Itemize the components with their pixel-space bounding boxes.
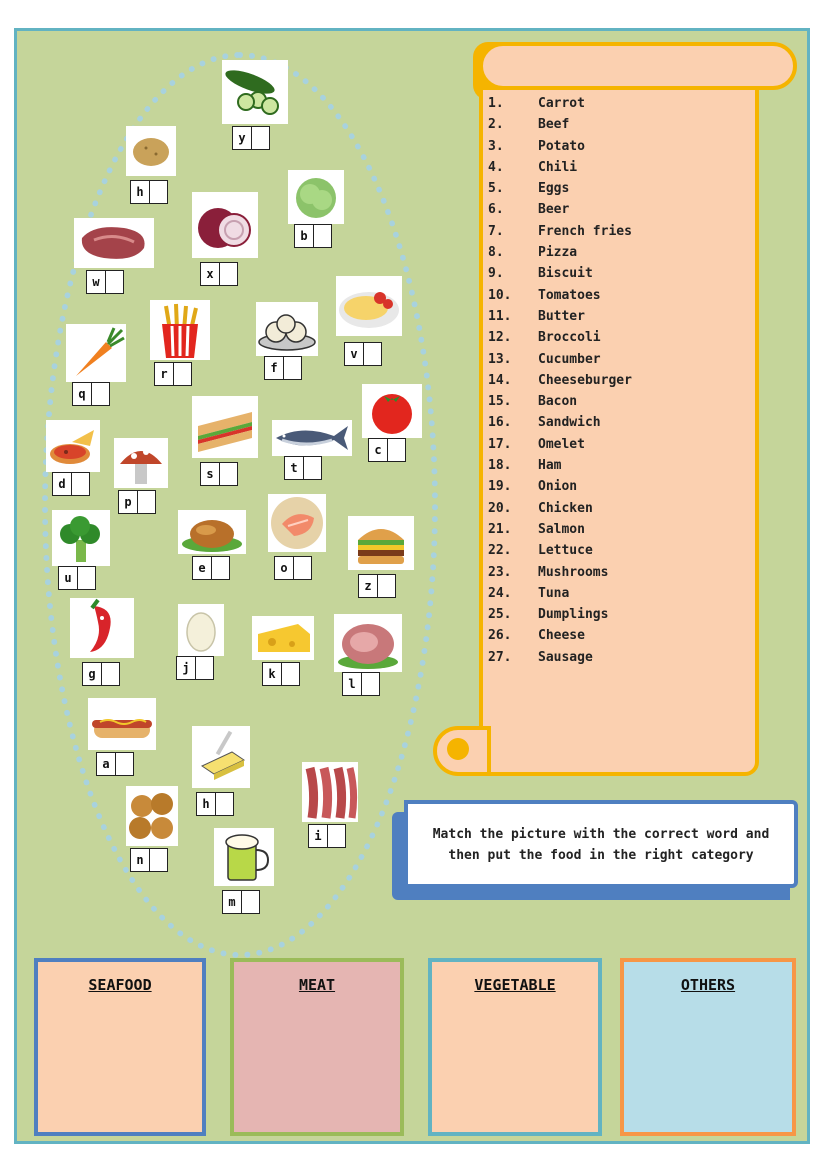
word-number: 27. [488, 649, 512, 665]
picture-letter: j [177, 657, 196, 679]
mushroom-icon [114, 438, 168, 488]
answer-box[interactable] [262, 662, 300, 686]
word-list-item [488, 181, 632, 202]
category-label: VEGETABLE [474, 976, 556, 994]
broccoli-icon [52, 510, 110, 566]
picture-letter: v [345, 343, 364, 365]
answer-box[interactable] [58, 566, 96, 590]
word-text: French fries [538, 223, 632, 239]
answer-box[interactable] [96, 752, 134, 776]
onion-icon [192, 192, 258, 258]
category-label: MEAT [298, 976, 336, 994]
word-list-item [488, 543, 632, 564]
answer-box[interactable] [358, 574, 396, 598]
word-number: 12. [488, 330, 512, 346]
word-list-item [488, 330, 632, 351]
word-text: Biscuit [538, 266, 593, 282]
word-text: Cheese [538, 628, 585, 644]
dumplings-icon [256, 302, 318, 356]
picture-letter: a [97, 753, 116, 775]
word-text: Carrot [538, 96, 585, 111]
answer-box[interactable] [344, 342, 382, 366]
picture-letter: x [201, 263, 220, 285]
category-box-vegetable[interactable] [428, 958, 602, 1136]
picture-letter: f [265, 357, 284, 379]
picture-letter: k [263, 663, 282, 685]
word-number: 15. [488, 394, 512, 410]
word-text: Potato [538, 138, 585, 154]
word-number: 9. [488, 266, 504, 282]
potato-icon [126, 126, 176, 176]
egg-icon [178, 604, 224, 656]
answer-box[interactable] [264, 356, 302, 380]
word-list-item [488, 373, 632, 394]
word-list-item [488, 394, 632, 415]
instruction-box [392, 800, 798, 902]
pizza-icon [46, 420, 100, 472]
word-list-item [488, 309, 632, 330]
sandwich-icon [192, 396, 258, 458]
word-list-item [488, 458, 632, 479]
tuna-icon [272, 420, 352, 456]
butter-icon [192, 726, 250, 788]
word-text: Dumplings [538, 607, 609, 623]
picture-letter: d [53, 473, 72, 495]
word-number: 8. [488, 245, 504, 261]
answer-box[interactable] [232, 126, 270, 150]
picture-letter: r [155, 363, 174, 385]
answer-box[interactable] [196, 792, 234, 816]
word-number: 20. [488, 500, 512, 516]
word-list-item [488, 266, 632, 287]
word-number: 3. [488, 138, 504, 154]
word-number: 22. [488, 543, 512, 559]
word-number: 26. [488, 628, 512, 644]
answer-box[interactable] [222, 890, 260, 914]
picture-oval [42, 52, 438, 958]
word-text: Sandwich [538, 415, 601, 431]
word-list-item [488, 202, 632, 223]
word-list-item [488, 628, 632, 649]
answer-box[interactable] [72, 382, 110, 406]
word-text: Bacon [538, 394, 578, 410]
word-text: Cucumber [538, 351, 601, 367]
instruction-line-2: then put the food in the right category [448, 848, 754, 863]
answer-box[interactable] [130, 848, 168, 872]
word-list-item [488, 650, 632, 671]
picture-letter: u [59, 567, 78, 589]
word-text: Tomatoes [538, 287, 601, 303]
answer-box[interactable] [52, 472, 90, 496]
word-text: Pizza [538, 245, 578, 261]
french-fries-icon [150, 300, 210, 360]
omelet-icon [336, 276, 402, 336]
beer-icon [214, 828, 274, 886]
cheese-icon [252, 616, 314, 660]
word-number: 18. [488, 458, 512, 474]
word-list-item [488, 224, 632, 245]
word-number: 23. [488, 564, 512, 580]
answer-box[interactable] [82, 662, 120, 686]
word-number: 7. [488, 223, 504, 239]
picture-letter: p [119, 491, 138, 513]
chicken-icon [178, 510, 246, 554]
word-list-item [488, 607, 632, 628]
word-text: Mushrooms [538, 564, 609, 580]
lettuce-icon [288, 170, 344, 224]
word-text: Chicken [538, 500, 593, 516]
picture-letter: h [131, 181, 150, 203]
word-list-item [488, 160, 632, 181]
word-number: 10. [488, 287, 512, 303]
answer-box[interactable] [200, 262, 238, 286]
category-box-others[interactable] [620, 958, 796, 1136]
word-number: 17. [488, 436, 512, 452]
tomato-icon [362, 384, 422, 438]
category-box-seafood[interactable] [34, 958, 206, 1136]
word-text: Onion [538, 479, 578, 495]
answer-box[interactable] [154, 362, 192, 386]
word-text: Omelet [538, 436, 585, 452]
biscuit-icon [126, 786, 178, 846]
answer-box[interactable] [86, 270, 124, 294]
word-number: 6. [488, 202, 504, 218]
picture-letter: l [343, 673, 362, 695]
word-number: 11. [488, 308, 512, 324]
word-number: 16. [488, 415, 512, 431]
word-list-item [488, 96, 632, 117]
word-text: Sausage [538, 649, 593, 665]
answer-box[interactable] [118, 490, 156, 514]
picture-letter: w [87, 271, 106, 293]
answer-box[interactable] [192, 556, 230, 580]
picture-letter: m [223, 891, 242, 913]
word-list-item [488, 479, 632, 500]
word-text: Eggs [538, 181, 570, 197]
word-list-item [488, 437, 632, 458]
word-list-item [488, 288, 632, 309]
word-list-item [488, 352, 632, 373]
word-number: 24. [488, 585, 512, 601]
word-text: Butter [538, 308, 585, 324]
carrot-icon [66, 324, 126, 382]
answer-box[interactable] [274, 556, 312, 580]
word-list-item [488, 117, 632, 138]
chili-icon [70, 598, 134, 658]
ham-icon [334, 614, 402, 672]
answer-box[interactable] [200, 462, 238, 486]
word-list-item [488, 245, 632, 266]
word-list-item [488, 586, 632, 607]
word-number: 14. [488, 372, 512, 388]
word-text: Salmon [538, 521, 585, 537]
word-list-item [488, 522, 632, 543]
word-list-item [488, 565, 632, 586]
instruction-line-1: Match the picture with the correct word and [432, 827, 770, 842]
picture-letter: q [73, 383, 92, 405]
picture-letter: n [131, 849, 150, 871]
word-number: 5. [488, 181, 504, 197]
picture-letter: g [83, 663, 102, 685]
word-text: Broccoli [538, 330, 601, 346]
salmon-icon [268, 494, 326, 552]
word-number: 13. [488, 351, 512, 367]
cucumber-icon [222, 60, 288, 124]
picture-letter: b [295, 225, 314, 247]
word-text: Cheeseburger [538, 372, 632, 388]
answer-box[interactable] [342, 672, 380, 696]
word-text: Beef [538, 117, 570, 133]
picture-letter: i [309, 825, 328, 847]
answer-box[interactable] [176, 656, 214, 680]
answer-box[interactable] [308, 824, 346, 848]
word-text: Beer [538, 202, 570, 218]
bacon-icon [302, 762, 358, 822]
cheeseburger-icon [348, 516, 414, 570]
picture-letter: y [233, 127, 252, 149]
category-label: OTHERS [680, 976, 736, 994]
word-list-item [488, 415, 632, 436]
picture-letter: z [359, 575, 378, 597]
word-number: 21. [488, 521, 512, 537]
answer-box[interactable] [130, 180, 168, 204]
word-text: Ham [538, 458, 562, 474]
word-number: 1. [488, 96, 504, 111]
answer-box[interactable] [368, 438, 406, 462]
word-number: 25. [488, 607, 512, 623]
word-text: Tuna [538, 585, 570, 601]
answer-box[interactable] [284, 456, 322, 480]
answer-box[interactable] [294, 224, 332, 248]
picture-letter: h [197, 793, 216, 815]
picture-letter: c [369, 439, 388, 461]
beef-icon [74, 218, 154, 268]
picture-letter: t [285, 457, 304, 479]
word-list-item [488, 501, 632, 522]
word-number: 19. [488, 479, 512, 495]
word-text: Lettuce [538, 543, 593, 559]
word-list [488, 96, 632, 671]
picture-letter: e [193, 557, 212, 579]
category-box-meat[interactable] [230, 958, 404, 1136]
word-number: 2. [488, 117, 504, 133]
word-text: Chili [538, 159, 578, 175]
category-label: SEAFOOD [88, 976, 152, 994]
word-number: 4. [488, 159, 504, 175]
picture-letter: o [275, 557, 294, 579]
scroll-header [479, 42, 797, 90]
word-list-item [488, 139, 632, 160]
sausage-icon [88, 698, 156, 750]
picture-letter: s [201, 463, 220, 485]
